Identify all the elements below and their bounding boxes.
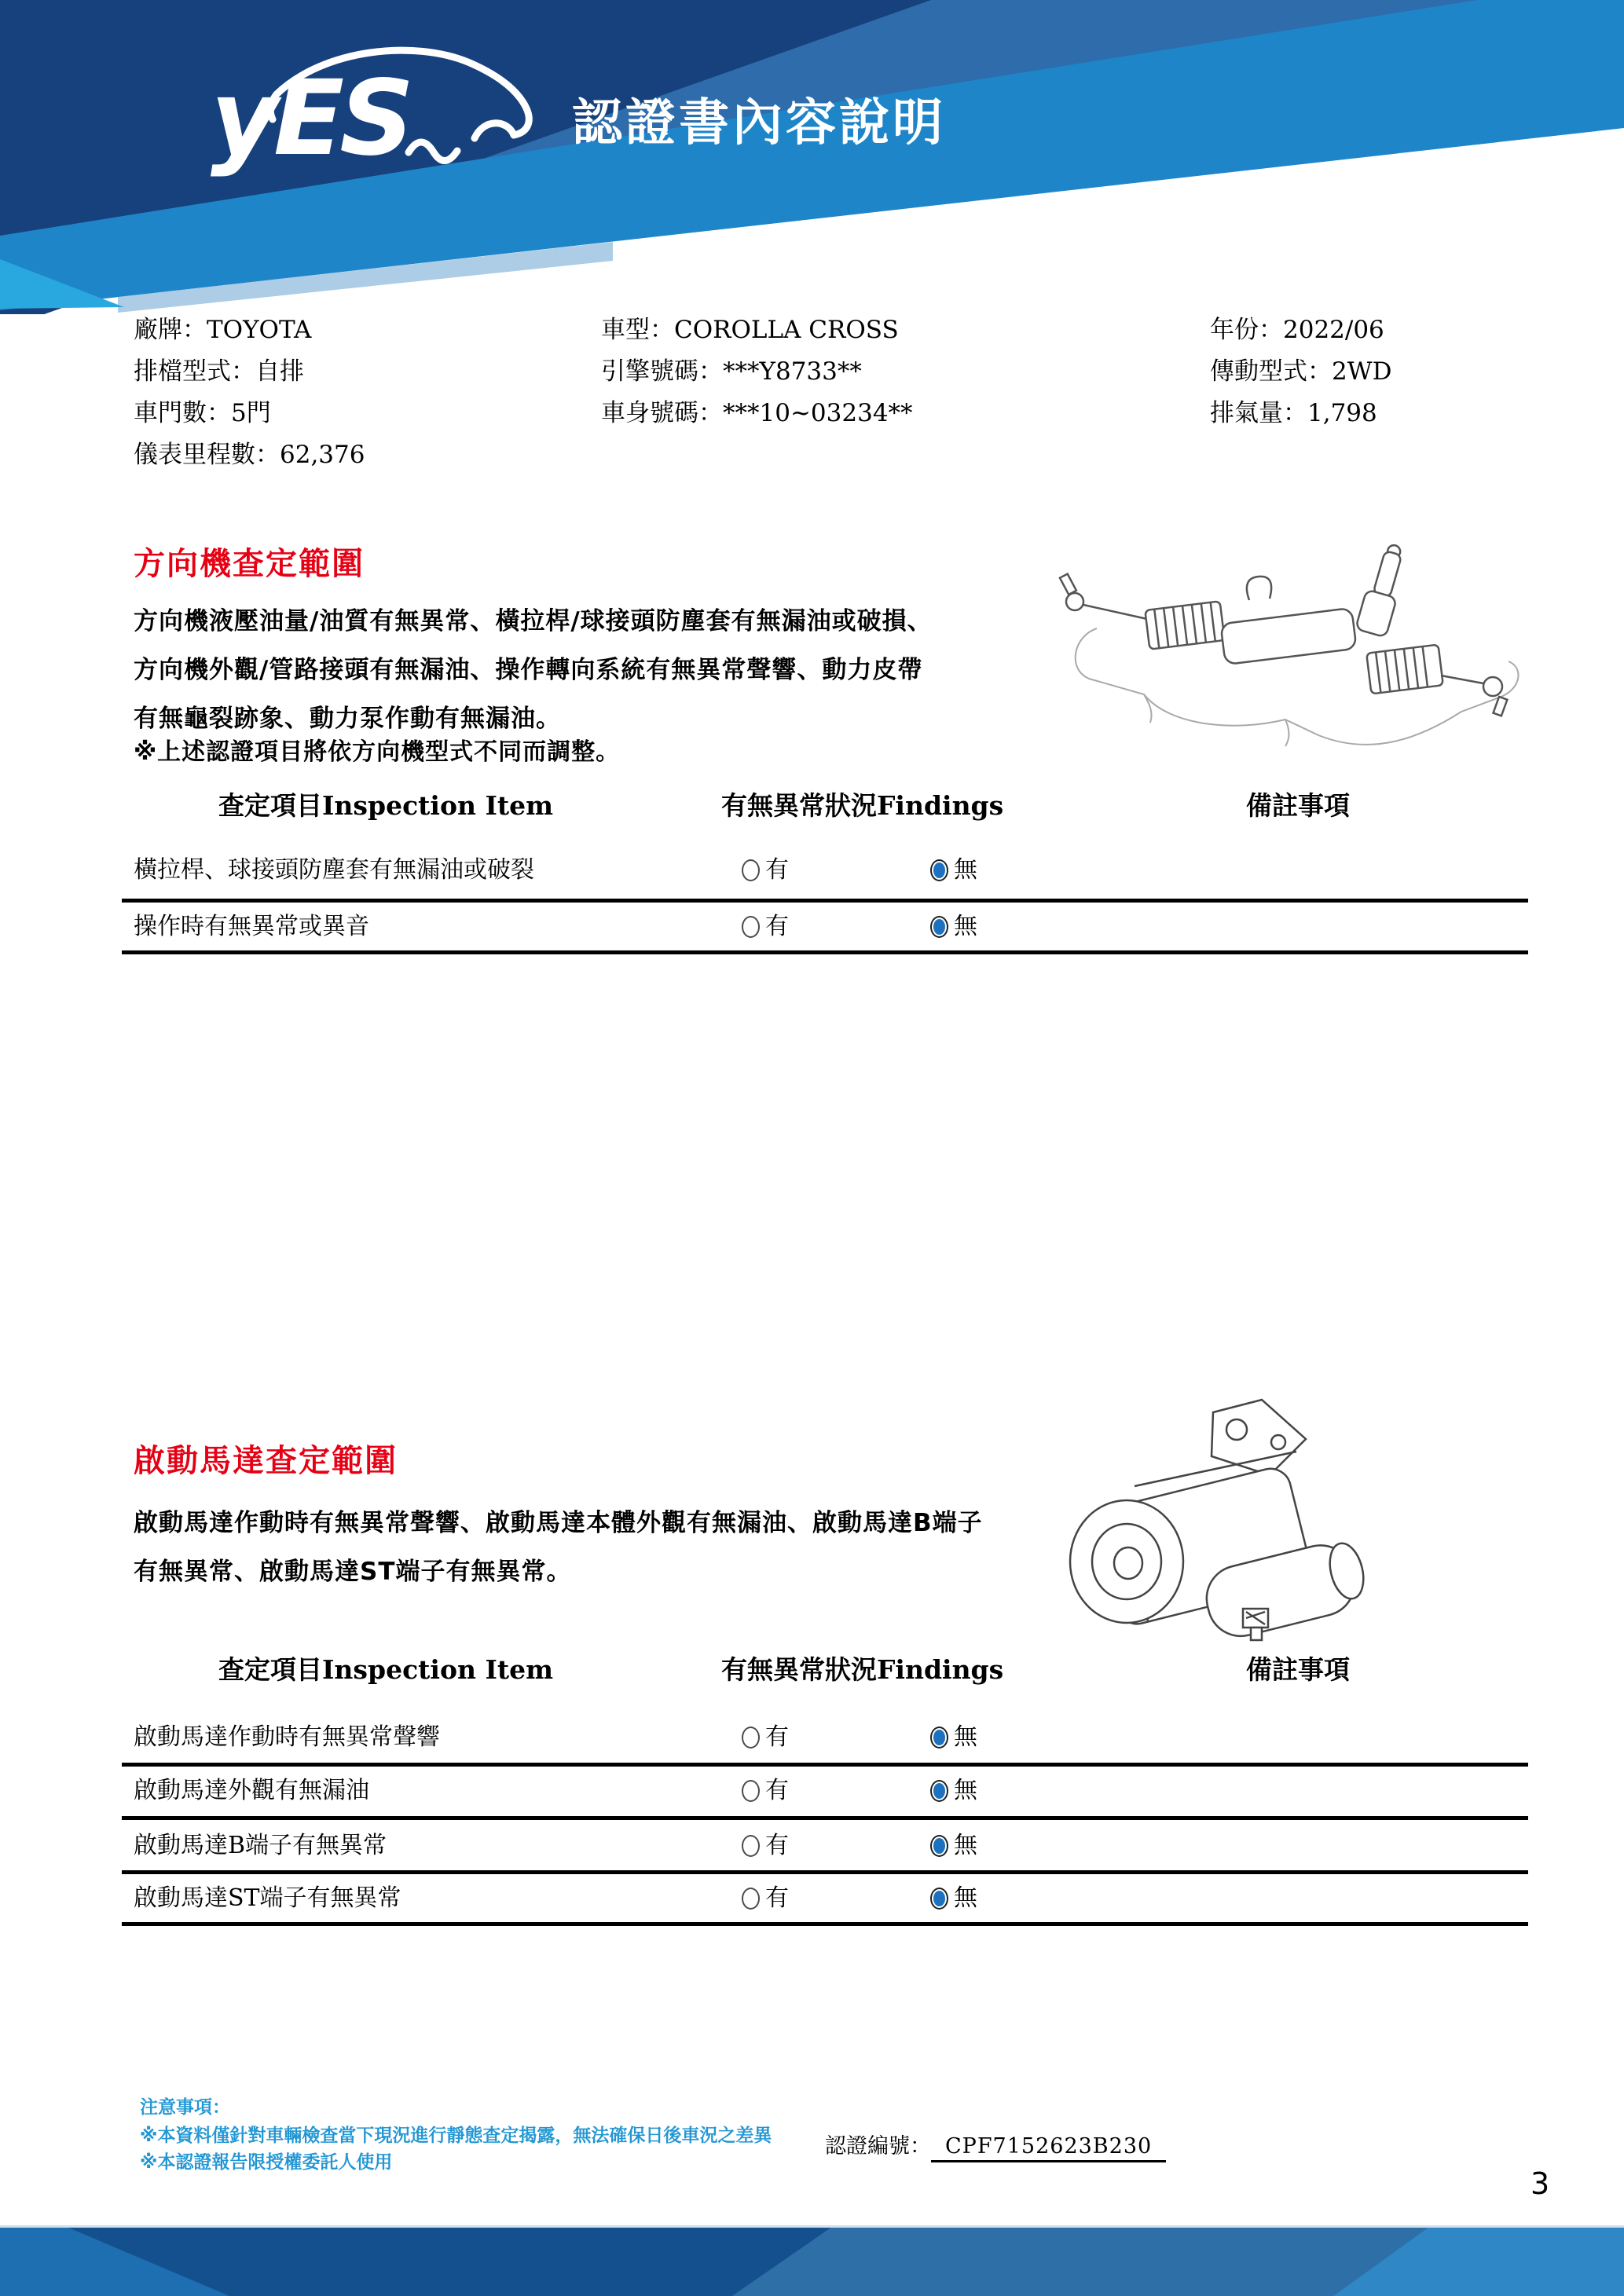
finding-option-yes: 有 — [742, 1774, 789, 1808]
certificate-number-label: 認證編號： — [825, 2134, 931, 2159]
vehicle-field-model: 車型：COROLLA CROSS — [601, 316, 899, 344]
table-row — [0, 853, 1528, 888]
notice-title: 注意事項： — [140, 2097, 230, 2118]
description-line: 方向機外觀/管路接頭有無漏油、操作轉向系統有無異常聲響、動力皮帶 — [134, 656, 923, 684]
description-line: 方向機液壓油量/油質有無異常、橫拉桿/球接頭防塵套有無漏油或破損、 — [134, 607, 933, 635]
inspection-item-label: 操作時有無異常或異音 — [134, 913, 369, 940]
steering-rack-illustration — [1051, 544, 1554, 754]
table-row — [0, 1720, 1528, 1755]
vehicle-field-doors: 車門數：5門 — [134, 399, 271, 427]
table-header — [0, 785, 1624, 820]
table-header — [0, 1650, 1624, 1684]
finding-option-no: 無 — [930, 853, 977, 888]
vehicle-field-displacement: 排氣量：1,798 — [1210, 399, 1377, 427]
section-steering-note: ※上述認證項目將依方向機型式不同而調整。 — [134, 738, 621, 766]
finding-option-yes: 有 — [742, 1829, 789, 1863]
radio-yes[interactable] — [742, 1727, 760, 1749]
finding-option-yes: 有 — [742, 1881, 789, 1916]
table-divider — [122, 1922, 1528, 1926]
certificate-number-value: CPF7152623B230 — [931, 2134, 1166, 2162]
radio-yes[interactable] — [742, 1888, 760, 1910]
radio-no[interactable] — [930, 859, 948, 881]
col-header-inspection-item: 查定項目Inspection Item — [218, 790, 554, 821]
radio-no[interactable] — [930, 916, 948, 938]
radio-yes[interactable] — [742, 1780, 760, 1802]
table-row — [0, 910, 1528, 944]
radio-yes[interactable] — [742, 1835, 760, 1857]
table-divider — [122, 899, 1528, 903]
finding-option-no: 無 — [930, 1829, 977, 1863]
col-header-inspection-item: 查定項目Inspection Item — [218, 1654, 554, 1685]
header-banner — [0, 0, 1624, 314]
inspection-item-label: 啟動馬達ST端子有無異常 — [134, 1884, 401, 1912]
page-number: 3 — [1531, 2166, 1550, 2201]
vehicle-field-transmission-type: 排檔型式：自排 — [134, 357, 304, 386]
section-starter-title: 啟動馬達查定範圍 — [134, 1443, 398, 1479]
table-divider — [122, 1763, 1528, 1767]
table-row — [0, 1829, 1528, 1863]
radio-yes[interactable] — [742, 916, 760, 938]
footer-top-edge — [0, 2225, 1624, 2228]
yes-logo-text: yES — [211, 58, 410, 179]
col-header-findings: 有無異常狀況Findings — [721, 1654, 1004, 1685]
table-divider — [122, 950, 1528, 954]
finding-option-yes: 有 — [742, 853, 789, 888]
footer-banner — [0, 2225, 1624, 2296]
section-starter-description — [134, 1499, 983, 1596]
col-header-findings: 有無異常狀況Findings — [721, 790, 1004, 821]
inspection-item-label: 橫拉桿、球接頭防塵套有無漏油或破裂 — [134, 856, 534, 884]
table-row — [0, 1881, 1528, 1916]
description-line: 啟動馬達作動時有無異常聲響、啟動馬達本體外觀有無漏油、啟動馬達B端子 — [134, 1509, 983, 1537]
radio-no[interactable] — [930, 1780, 948, 1802]
finding-option-no: 無 — [930, 1720, 977, 1755]
finding-option-no: 無 — [930, 910, 977, 944]
vehicle-field-drive-type: 傳動型式：2WD — [1210, 357, 1392, 386]
inspection-item-label: 啟動馬達B端子有無異常 — [134, 1832, 387, 1859]
notice-line: ※本資料僅針對車輛檢查當下現況進行靜態查定揭露，無法確保日後車況之差異 — [140, 2126, 772, 2146]
col-header-remarks: 備註事項 — [1246, 790, 1350, 821]
finding-option-yes: 有 — [742, 1720, 789, 1755]
finding-option-no: 無 — [930, 1774, 977, 1808]
description-line: 有無異常、啟動馬達ST端子有無異常。 — [134, 1558, 572, 1586]
table-divider — [122, 1816, 1528, 1820]
vehicle-field-year: 年份：2022/06 — [1210, 316, 1384, 344]
vehicle-field-vin: 車身號碼：***10~03234** — [601, 399, 913, 427]
col-header-remarks: 備註事項 — [1246, 1654, 1350, 1685]
table-row — [0, 1774, 1528, 1808]
radio-no[interactable] — [930, 1888, 948, 1910]
starter-motor-illustration — [1059, 1397, 1397, 1648]
section-steering-title: 方向機查定範圍 — [134, 546, 365, 582]
footer-shape-medium — [732, 2225, 1432, 2296]
finding-option-no: 無 — [930, 1881, 977, 1916]
radio-no[interactable] — [930, 1835, 948, 1857]
finding-option-yes: 有 — [742, 910, 789, 944]
radio-no[interactable] — [930, 1727, 948, 1749]
vehicle-field-mileage: 儀表里程數：62,376 — [134, 441, 365, 469]
certificate-number-field — [825, 2129, 1166, 2159]
section-steering-description — [134, 597, 933, 743]
description-line: 有無龜裂跡象、動力泵作動有無漏油。 — [134, 705, 561, 733]
vehicle-field-brand: 廠牌：TOYOTA — [134, 316, 312, 344]
inspection-item-label: 啟動馬達作動時有無異常聲響 — [134, 1723, 440, 1751]
vehicle-field-engine-no: 引擎號碼：***Y8733** — [601, 357, 862, 386]
radio-yes[interactable] — [742, 859, 760, 881]
page-title: 認證書內容說明 — [572, 94, 946, 152]
table-divider — [122, 1870, 1528, 1874]
inspection-item-label: 啟動馬達外觀有無漏油 — [134, 1777, 369, 1804]
notice-line: ※本認證報告限授權委託人使用 — [140, 2152, 393, 2173]
